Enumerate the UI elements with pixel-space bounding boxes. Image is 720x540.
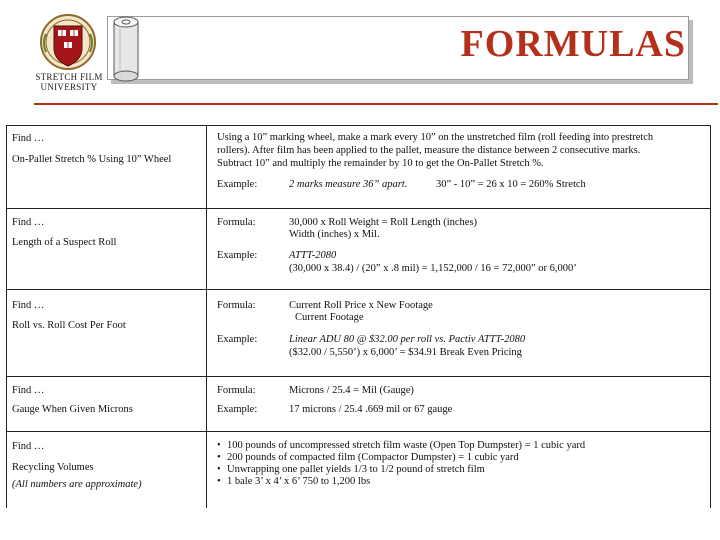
example-calc: ($32.00 / 5,550’) x 6,000’ = $34.91 Break Even Pricing [289,347,522,358]
example-text: ATTT-2080 [289,250,337,261]
table-row [6,208,711,290]
example-label: Example: [217,250,258,261]
recycling-bullets [215,440,585,488]
film-roll-icon [112,16,140,82]
find-label: Find … [12,385,45,396]
table-row [6,125,711,209]
row-topic: Gauge When Given Microns [12,404,133,415]
table-row [6,376,711,432]
find-label: Find … [12,300,45,311]
row-topic: Length of a Suspect Roll [12,237,117,248]
row-topic: Roll vs. Roll Cost Per Foot [12,320,126,331]
find-label: Find … [12,217,45,228]
example-calc: 30” - 10” = 26 x 10 = 260% Stretch [436,179,586,190]
formula-line-1: 30,000 x Roll Weight = Roll Length (inches) [289,217,478,228]
table-row [6,289,711,377]
example-text: Linear ADU 80 @ $32.00 per roll vs. Pactiv ATTT-2080 [289,334,526,345]
title-divider [34,103,718,105]
find-label: Find … [12,133,45,144]
shield-crest-icon [38,14,98,72]
logo-line-2: UNIVERSITY [40,82,98,92]
list-item: • 200 pounds of compacted film (Compactor Dumpster) = 1 cubic yard [215,452,585,464]
example-label: Example: [217,404,258,415]
row-topic: Recycling Volumes [12,462,94,473]
university-logo [24,14,114,94]
description-line: rollers). After film has been applied to the pallet, measure the distance between 2 consecutive marks. [217,145,641,156]
formula-line-1: Current Roll Price x New Footage [289,300,433,311]
example-label: Example: [217,179,258,190]
example-calc: 17 microns / 25.4 .669 mil or 67 gauge [289,404,453,415]
description-line: Using a 10” marking wheel, make a mark every 10” on the unstretched film (roll feeding into prestretch [217,132,654,143]
formulas-table [6,125,711,508]
example-calc: (30,000 x 38.4) / (20” x .8 mil) = 1,152,000 / 16 = 72,000” or 6,000’ [289,263,577,274]
page-title: FORMULAS [460,23,686,65]
find-label: Find … [12,441,45,452]
list-item: • 100 pounds of uncompressed stretch film waste (Open Top Dumpster) = 1 cubic yard [215,440,585,452]
table-row [6,431,711,509]
example-text: 2 marks measure 36” apart. [289,179,408,190]
description-line: Subtract 10” and multiply the remainder by 10 to get the On-Pallet Stretch %. [217,158,544,169]
formula-label: Formula: [217,385,256,396]
logo-line-1: STRETCH FILM [35,72,103,82]
formula-label: Formula: [217,217,256,228]
formula-line-1: Microns / 25.4 = Mil (Gauge) [289,385,414,396]
formula-line-2: Current Footage [295,312,364,323]
row-topic: On-Pallet Stretch % Using 10” Wheel [12,154,172,165]
list-item: • Unwrapping one pallet yields 1/3 to 1/2 pound of stretch film [215,464,585,476]
formula-line-2: Width (inches) x Mil. [289,229,380,240]
list-item: • 1 bale 3’ x 4’ x 6’ 750 to 1,200 lbs [215,476,585,488]
approximation-note: (All numbers are approximate) [12,479,142,490]
formula-label: Formula: [217,300,256,311]
example-label: Example: [217,334,258,345]
